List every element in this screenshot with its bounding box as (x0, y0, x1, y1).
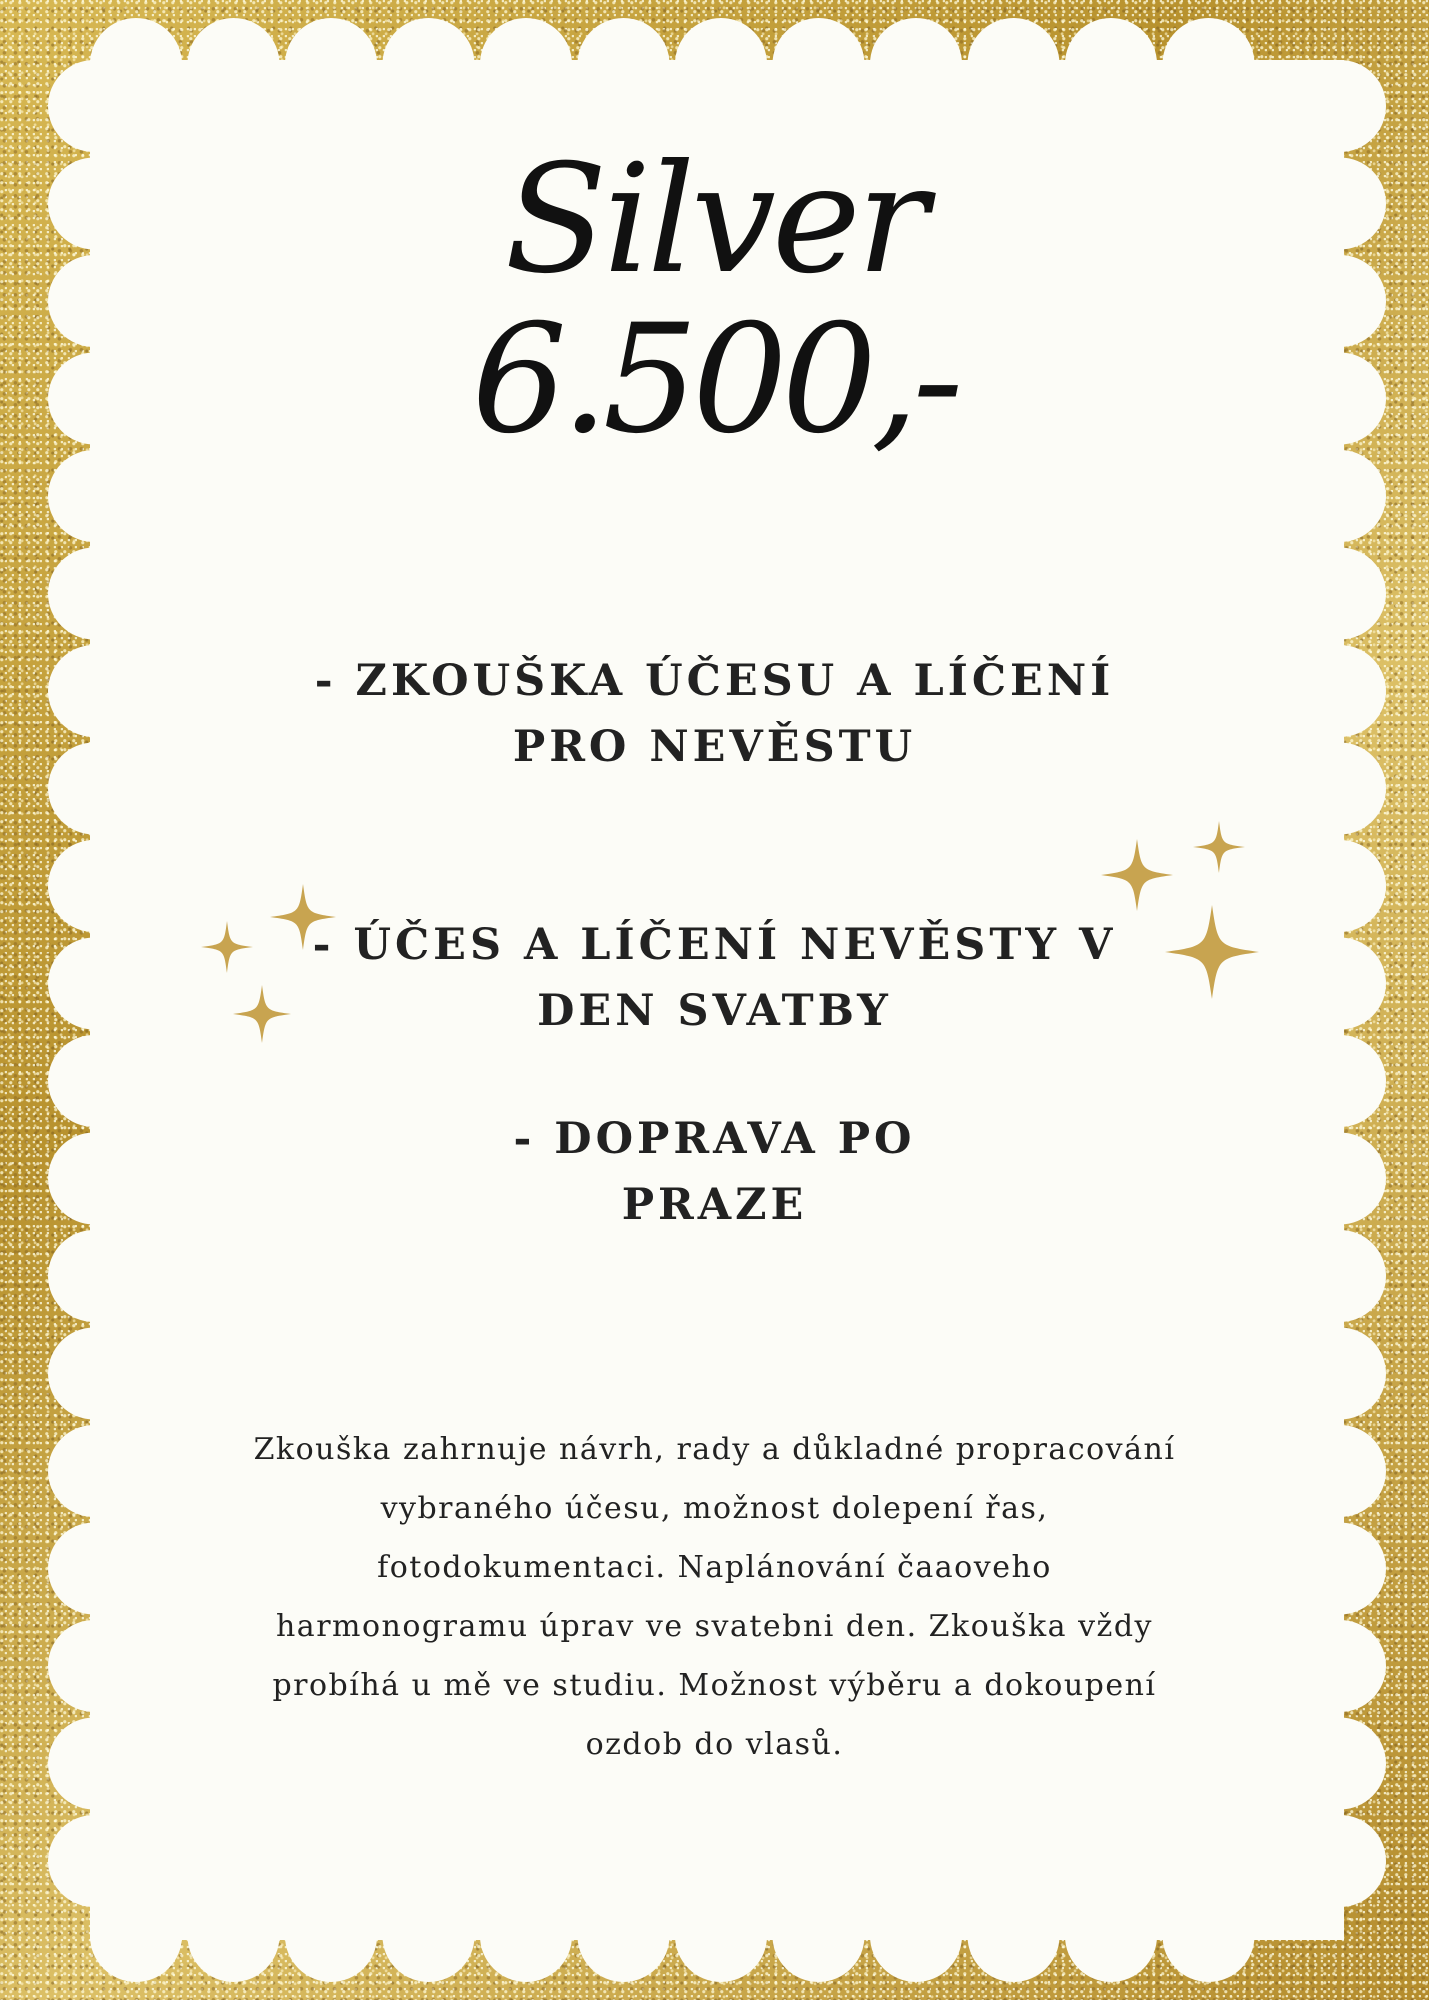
sparkle-icon (232, 984, 292, 1044)
list-item: - DOPRAVA PO PRAZE (513, 1114, 916, 1230)
sparkle-icon (1164, 904, 1260, 1000)
sparkle-icon (1192, 820, 1246, 874)
list-item: - ZKOUŠKA ÚČESU A LÍČENÍ PRO NEVĚSTU (314, 656, 1115, 772)
package-name: Silver (504, 133, 925, 307)
package-price: 6.500,- (471, 293, 958, 467)
sparkle-icon (1100, 838, 1174, 912)
package-description: Zkouška zahrnuje návrh, rady a důkladné propracování vybraného účesu, možnost dolepení řas, fotodokumentaci. Naplánování čaaoveho harmonogramu úprav ve svatebni den. Zkouška vždy probíhá u mě ve studiu. Možnost výběru a dokoupení ozdob do vlasů. (253, 1432, 1176, 1762)
list-item: - ÚČES A LÍČENÍ NEVĚSTY V DEN SVATBY (312, 920, 1117, 1036)
sparkle-icon (200, 920, 254, 974)
sparkle-icon (268, 882, 338, 952)
